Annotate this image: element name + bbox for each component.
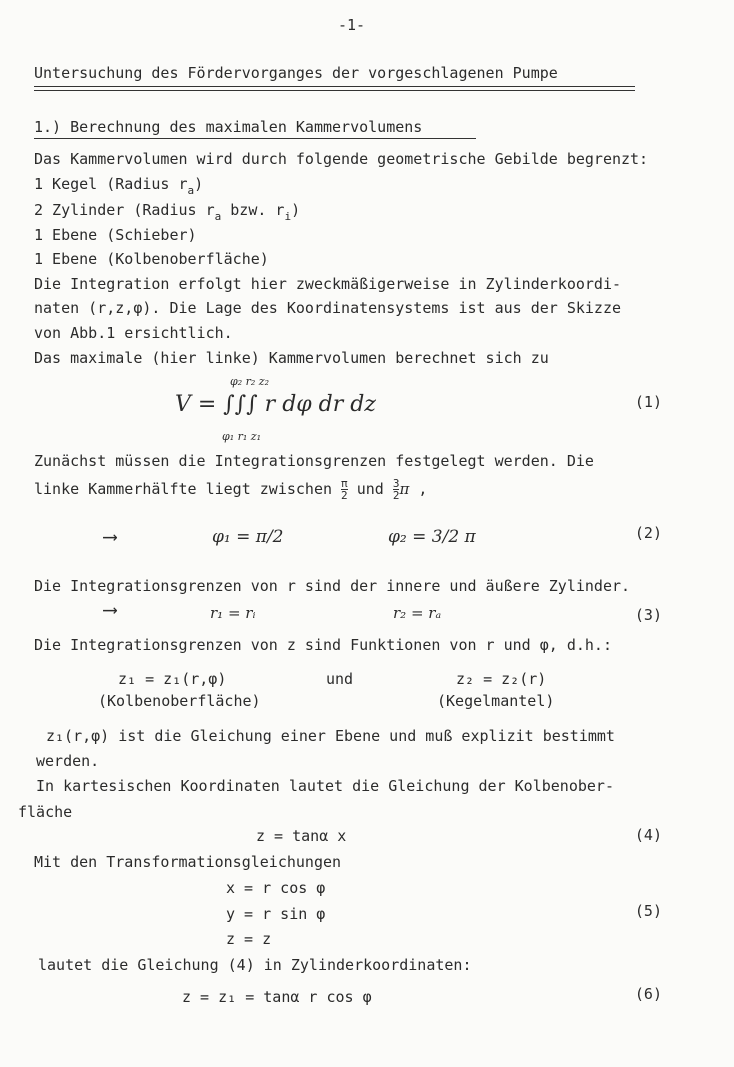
text-line: Das Kammervolumen wird durch folgende geometrische Gebilde begrenzt: (34, 150, 649, 168)
equation-number-4: (4) (634, 826, 662, 844)
equation-5b: y = r sin φ (226, 905, 326, 923)
equation-number-2: (2) (634, 524, 662, 542)
equation-4: z = tanα x (256, 827, 347, 845)
page-title: Untersuchung des Fördervorganges der vorgeschlagenen Pumpe (34, 64, 558, 82)
section-heading: 1.) Berechnung des maximalen Kammervolumens (34, 118, 423, 136)
text-line: werden. (36, 752, 100, 770)
text-line: 1 Ebene (Kolbenoberfläche) (34, 250, 269, 268)
text-line: lautet die Gleichung (4) in Zylinderkoordinaten: (38, 956, 472, 974)
equation-6: z = z₁ = tanα r cos φ (182, 988, 372, 1006)
text-line: In kartesischen Koordinaten lautet die Gleichung der Kolbenober- (36, 777, 614, 795)
equation-number-6: (6) (634, 985, 662, 1003)
label-kolbenoberflaeche: (Kolbenoberfläche) (98, 692, 261, 710)
text-und: und (326, 670, 354, 688)
text-line: naten (r,z,φ). Die Lage des Koordinatensystems ist aus der Skizze (34, 299, 621, 317)
equation-number-1: (1) (634, 393, 662, 411)
text-line: Zunächst müssen die Integrationsgrenzen festgelegt werden. Die (34, 452, 594, 470)
z2-definition: z₂ = z₂(r) (456, 670, 547, 688)
equation-2b: φ₂ = 3/2 π (388, 527, 476, 547)
title-underline (34, 86, 635, 87)
equation-5a: x = r cos φ (226, 879, 326, 897)
text-line: Die Integration erfolgt hier zweckmäßigerweise in Zylinderkoordi- (34, 275, 621, 293)
equation-5c: z = z (226, 930, 272, 948)
text-line: 2 Zylinder (Radius $r_a$ bzw. $r_i$) (34, 201, 301, 223)
text-line: Mit den Transformationsgleichungen (34, 853, 342, 871)
text-line: fläche (18, 803, 73, 821)
fraction-three-half: $\frac{3}{2}$ (392, 477, 400, 502)
label-kegelmantel: (Kegelmantel) (437, 692, 555, 710)
equation-number-5: (5) (634, 902, 662, 920)
text-line: Die Integrationsgrenzen von z sind Funktionen von r und φ, d.h.: (34, 636, 612, 654)
text-line: Das maximale (hier linke) Kammervolumen berechnet sich zu (34, 349, 549, 367)
text-line: Die Integrationsgrenzen von r sind der innere und äußere Zylinder. (34, 577, 631, 595)
fraction-pi-half: $\frac{\pi}{2}$ (341, 477, 348, 502)
title-underline-2 (34, 90, 635, 91)
equation-2a: φ₁ = π/2 (212, 527, 284, 547)
equation-3a: r₁ = rᵢ (210, 604, 256, 622)
z1-definition: z₁ = z₁(r,φ) (118, 670, 227, 688)
arrow-icon: ⟶ (104, 524, 117, 548)
text-line: z₁(r,φ) ist die Gleichung einer Ebene und muß explizit bestimmt (46, 727, 615, 745)
text-line: 1 Ebene (Schieber) (34, 226, 197, 244)
page-number: -1- (338, 16, 366, 34)
equation-3b: r₂ = rₐ (393, 604, 442, 622)
section-underline (34, 138, 476, 139)
arrow-icon: ⟶ (104, 597, 117, 621)
text-line: von Abb.1 ersichtlich. (34, 324, 233, 342)
eq1-upper-limits: φ₂ r₂ z₂ (230, 375, 269, 388)
equation-number-3: (3) (634, 606, 662, 624)
text-line: linke Kammerhälfte liegt zwischen $\frac{\pi}{2}$ und $\frac{3}{2}$ π , (34, 477, 428, 502)
equation-1: V = ∫∫∫ r dφ dr dz (175, 392, 376, 417)
text-line: 1 Kegel (Radius $r_a$) (34, 175, 204, 197)
eq1-lower-limits: φ₁ r₁ z₁ (222, 430, 261, 443)
